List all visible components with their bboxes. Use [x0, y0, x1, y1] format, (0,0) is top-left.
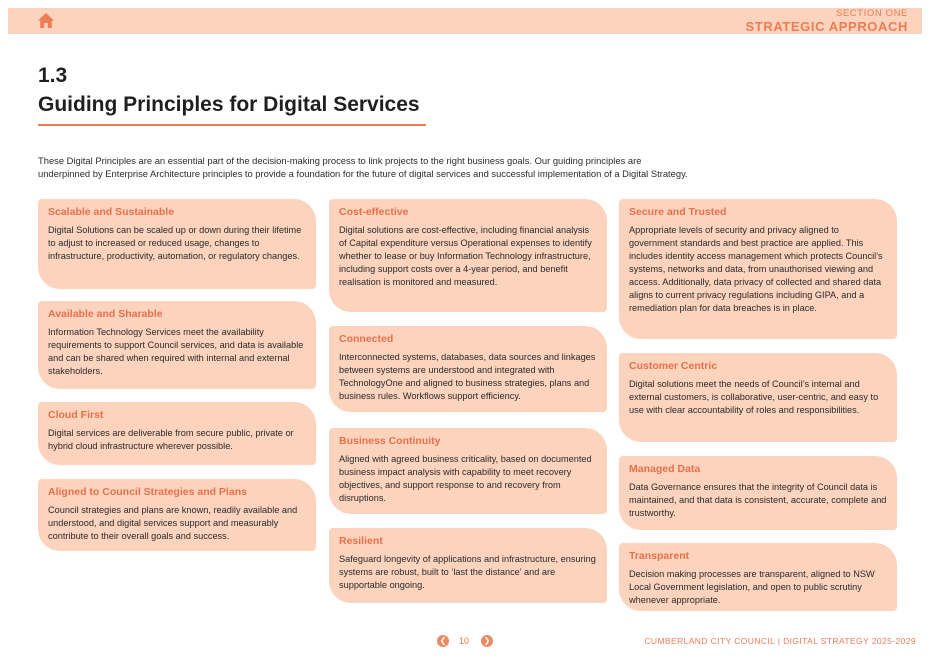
principle-title: Aligned to Council Strategies and Plans	[48, 486, 247, 498]
principle-title: Secure and Trusted	[629, 206, 727, 218]
principle-card-aligned	[38, 479, 316, 551]
principle-title: Available and Sharable	[48, 308, 163, 320]
section-number: SECTION ONE	[835, 8, 908, 19]
chevron-right-icon[interactable]: ❯	[481, 635, 493, 647]
principle-body: Digital solutions meet the needs of Council’s internal and external customers, is collaborative, user-centric, and easy to use with clear accountability of roles and responsibilities.	[629, 379, 879, 415]
section-heading-number: 1.3	[38, 64, 68, 87]
principle-title: Scalable and Sustainable	[48, 206, 175, 218]
principle-body: Digital solutions are cost-effective, including financial analysis of Capital expenditure versus Operational expenses to identify whether to lease or buy Information Technology infrastructure, including support costs over a 4-year period, and benefit realisation is monitored and measured.	[339, 225, 592, 287]
intro-paragraph	[38, 154, 898, 180]
principle-body: Council strategies and plans are known, readily available and understood, and digital services support and measurably contribute to their overall goals and success.	[48, 505, 298, 541]
principle-title: Connected	[339, 333, 394, 345]
principle-card-cloud-first	[38, 402, 316, 465]
title-underline	[38, 124, 426, 126]
principle-card-available	[38, 301, 316, 389]
principle-body: Decision making processes are transparent, aligned to NSW Local Government legislation, and open to public scrutiny whenever appropriate.	[629, 569, 875, 605]
principle-card-cost-effective	[329, 199, 607, 312]
page-number: 10	[459, 636, 470, 646]
intro-line-2: underpinned by Enterprise Architecture principles to provide a foundation for the future of digital services and successful implementation of a Digital Strategy.	[38, 168, 688, 179]
principle-body: Data Governance ensures that the integrity of Council data is maintained, and that data is consistent, accurate, complete and trustworthy.	[629, 482, 887, 518]
principle-body: Interconnected systems, databases, data sources and linkages between systems are understood and integrated with TechnologyOne and aligned to business strategies, plans and business rules. Workflows support efficiency.	[339, 352, 596, 401]
principle-card-scalable	[38, 199, 316, 289]
principle-body: Safeguard longevity of applications and infrastructure, ensuring systems are robust, built to ‘last the distance’ and are supportable ongoing.	[339, 554, 596, 590]
principle-card-managed-data	[619, 456, 897, 530]
footer-document-label: CUMBERLAND CITY COUNCIL | DIGITAL STRATEGY 2025-2029	[644, 636, 916, 646]
principle-card-connected	[329, 326, 607, 412]
principle-card-transparent	[619, 543, 897, 611]
principle-card-business-continuity	[329, 428, 607, 514]
page-title: Guiding Principles for Digital Services	[38, 93, 420, 116]
section-title: STRATEGIC APPROACH	[745, 18, 908, 34]
principle-title: Business Continuity	[339, 435, 441, 447]
intro-line-1: These Digital Principles are an essential part of the decision-making process to link projects to the right business goals. Our guiding principles are	[38, 155, 642, 166]
principle-title: Managed Data	[629, 463, 701, 475]
principle-body: Information Technology Services meet the availability requirements to support Council services, and data is available and can be shared when required with internal and external stakeholders.	[48, 327, 304, 376]
principle-title: Transparent	[629, 550, 690, 562]
section-label	[746, 9, 908, 33]
principle-body: Digital services are deliverable from secure public, private or hybrid cloud infrastructure wherever possible.	[48, 428, 294, 451]
chevron-left-icon[interactable]: ❮	[437, 635, 449, 647]
home-icon[interactable]	[37, 12, 55, 29]
principle-title: Resilient	[339, 535, 383, 547]
principle-card-customer-centric	[619, 353, 897, 442]
principle-body: Aligned with agreed business criticality, based on documented business impact analysis with capability to meet recovery objectives, and support response to and recovery from disruptions.	[339, 454, 592, 503]
principle-card-resilient	[329, 528, 607, 603]
principle-title: Cloud First	[48, 409, 104, 421]
principle-card-secure	[619, 199, 897, 339]
principle-body: Appropriate levels of security and privacy aligned to government standards and best practice are applied. This includes identity access management which protects Council’s systems, networks and data, from unauthorised viewing and access. Additionally, data privacy of collected and shared data aligns to current privacy regulations including GIPA, and a remediation plan for data breaches is in place.	[629, 225, 883, 313]
principle-body: Digital Solutions can be scaled up or down during their lifetime to adjust to increased or reduced usage, changes to infrastructure, productivity, automation, or regulatory changes.	[48, 225, 302, 261]
header-bar	[8, 8, 922, 34]
principle-title: Cost-effective	[339, 206, 409, 218]
principle-title: Customer Centric	[629, 360, 718, 372]
